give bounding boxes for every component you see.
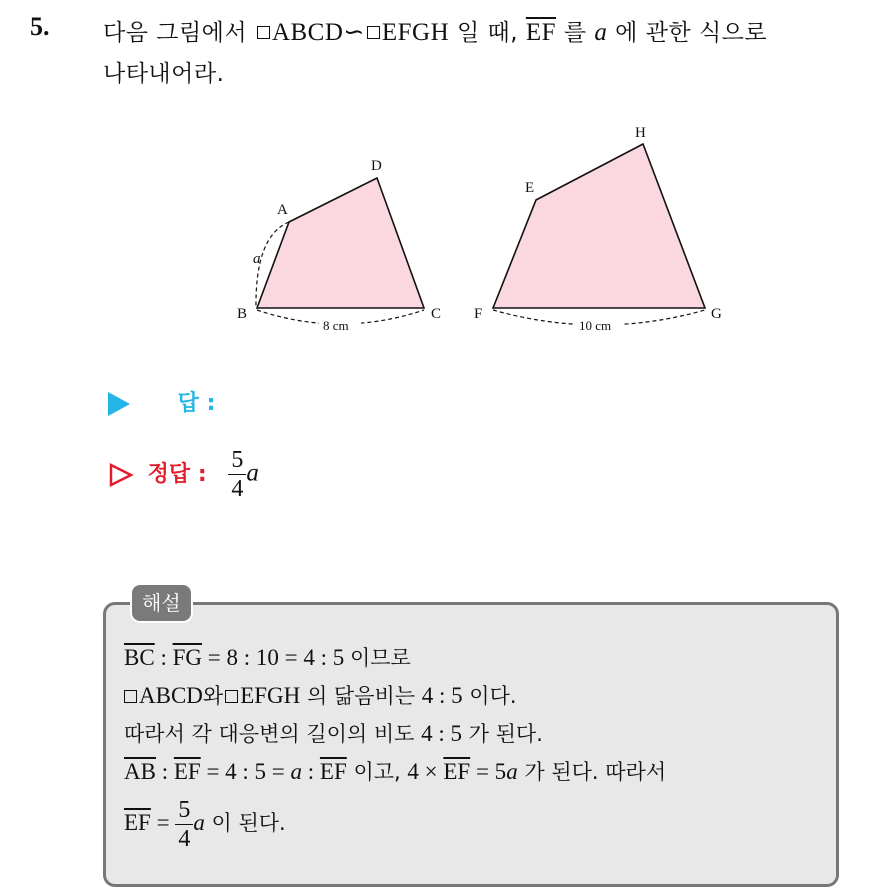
answer-variable: a — [246, 459, 259, 487]
text-part: 가 된다. — [461, 722, 543, 746]
segment-ef: $\overline{EF}$ — [525, 19, 557, 46]
text-part: = 4 : 5 = — [200, 759, 291, 784]
quadrilateral-abcd — [257, 178, 424, 308]
correct-answer-label: 정답 : — [147, 461, 207, 487]
question-text-part: 다음 그림에서 — [103, 20, 255, 46]
text-part: = 8 : 10 = 4 : 5 — [201, 645, 350, 670]
ratio: 4 : 5 — [421, 683, 463, 708]
solution-tab: 해설 — [130, 583, 193, 623]
label-b: B — [237, 306, 248, 322]
segment-fg: $\overline{FG}$ — [172, 645, 202, 670]
segment-ab: $\overline{AB}$ — [124, 759, 156, 784]
segment-ef: $\overline{EF}$ — [319, 759, 347, 784]
label-fg-length: 10 cm — [579, 318, 612, 333]
correct-answer-row — [108, 448, 259, 501]
variable-a: a — [290, 759, 303, 784]
play-filled-icon — [108, 392, 130, 416]
question-text-line2: 나타내어라. — [103, 61, 225, 87]
segment-bc: $\overline{BC}$ — [124, 645, 155, 670]
quad-efgh: EFGH — [381, 19, 450, 46]
segment-ef: $\overline{EF}$ — [443, 759, 471, 784]
label-d: D — [371, 158, 382, 174]
text-part: : — [155, 759, 174, 784]
answer-label: 답 : — [177, 391, 216, 416]
quad-abcd: ABCD — [271, 19, 344, 46]
play-outline-icon — [108, 462, 134, 488]
text-part: 이므로 — [349, 646, 411, 670]
text-part: 따라서 각 대응변의 길이의 비도 — [124, 722, 422, 746]
solution-line-1 — [124, 642, 411, 672]
text-part: 의 닮음비는 — [300, 684, 422, 708]
quadrilateral-icon — [124, 690, 137, 703]
similar-symbol: ∽ — [343, 19, 365, 46]
text-part: 이 된다. — [204, 810, 286, 835]
text-part: = 5 — [470, 759, 507, 784]
fraction-bar — [175, 824, 193, 825]
variable-a: a — [193, 809, 205, 835]
fraction-denominator: 4 — [178, 826, 191, 852]
text-part: 가 된다. 따라서 — [517, 760, 667, 784]
label-bc-length: 8 cm — [323, 318, 349, 333]
question-text-part: 일 때, — [449, 20, 526, 46]
question-text-part: 를 — [556, 20, 595, 46]
quadrilateral-efgh — [493, 144, 705, 308]
label-a: A — [277, 202, 288, 218]
label-g: G — [711, 306, 722, 322]
text-part: 이다. — [462, 684, 517, 708]
fraction-bar — [228, 474, 246, 475]
answer-fraction — [228, 448, 246, 501]
question-number: 5. — [30, 12, 50, 41]
text-part: : — [302, 759, 320, 784]
segment-ef: $\overline{EF}$ — [124, 809, 151, 835]
quad-efgh: EFGH — [240, 683, 301, 708]
label-f: F — [474, 306, 483, 322]
solution-line-4 — [124, 756, 666, 786]
label-side-a: a — [253, 251, 261, 267]
fraction-numerator: 5 — [231, 447, 244, 473]
quad-abcd: ABCD — [139, 683, 203, 708]
quadrilateral-icon — [225, 690, 238, 703]
segment-ef: $\overline{EF}$ — [173, 759, 201, 784]
fraction-denominator: 4 — [231, 476, 244, 502]
question-text — [103, 12, 873, 95]
variable-a: a — [506, 759, 518, 784]
label-e: E — [525, 180, 535, 196]
text-part: : — [154, 645, 173, 670]
ratio: 4 : 5 — [421, 721, 462, 746]
solution-line-2 — [124, 680, 517, 710]
text-part: = — [150, 809, 176, 835]
solution-fraction — [175, 798, 193, 851]
variable-a: a — [594, 19, 608, 46]
question-text-part: 에 관한 식으로 — [607, 20, 768, 46]
quadrilateral-icon — [257, 26, 270, 39]
fraction-numerator: 5 — [178, 797, 191, 823]
text-part: 와 — [202, 684, 224, 708]
label-h: H — [635, 125, 646, 141]
solution-line-5 — [124, 798, 286, 851]
text-part: 이고, — [346, 760, 408, 784]
text-part: 4 × — [407, 759, 444, 784]
answer-row — [108, 386, 215, 417]
quadrilateral-icon — [367, 26, 380, 39]
label-c: C — [431, 306, 442, 322]
solution-line-3 — [124, 718, 543, 748]
similar-quadrilaterals-figure — [225, 118, 745, 338]
